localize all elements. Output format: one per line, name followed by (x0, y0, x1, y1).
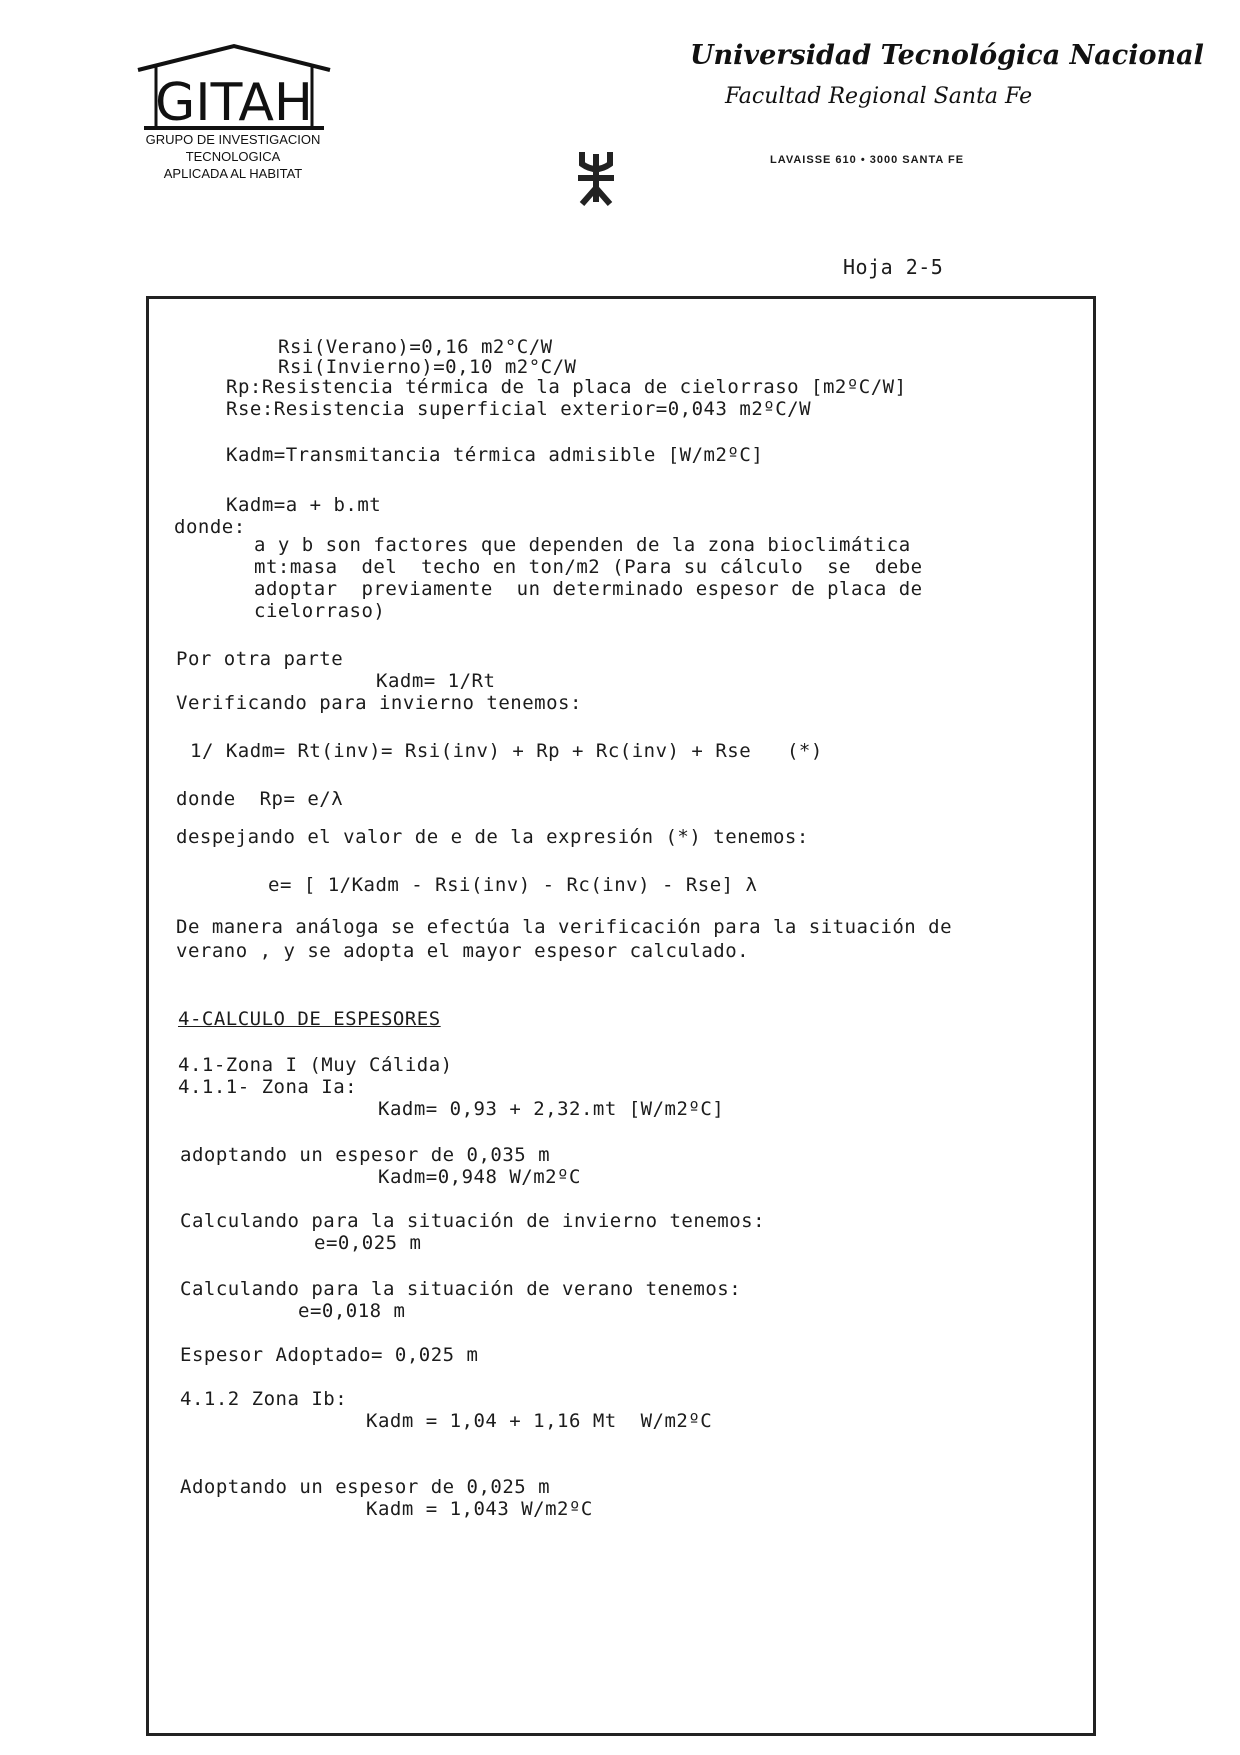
analoga-line-1: De manera análoga se efectúa la verificación para la situación de (176, 916, 953, 938)
ia-kadm-value: Kadm=0,948 W/m2ºC (378, 1166, 581, 1188)
rse-definition: Rse:Resistencia superficial exterior=0,043 m2ºC/W (226, 398, 812, 420)
address: LAVAISSE 610 • 3000 SANTA FE (770, 154, 965, 166)
rt-equation: 1/ Kadm= Rt(inv)= Rsi(inv) + Rp + Rc(inv) + Rse (*) (190, 740, 823, 762)
e-equation: e= [ 1/Kadm - Rsi(inv) - Rc(inv) - Rse] λ (268, 874, 758, 896)
rp-relation: donde Rp= e/λ (176, 788, 344, 810)
kadm-rt: Kadm= 1/Rt (376, 670, 496, 692)
ib-kadm-value: Kadm = 1,043 W/m2ºC (366, 1498, 593, 1520)
zona-ia-kadm: Kadm= 0,93 + 2,32.mt [W/m2ºC] (378, 1098, 725, 1120)
ib-adoptando: Adoptando un espesor de 0,025 m (180, 1476, 551, 1498)
page-label: Hoja 2-5 (843, 255, 944, 279)
ia-invierno: Calculando para la situación de invierno tenemos: (180, 1210, 766, 1232)
ia-adoptando: adoptando un espesor de 0,035 m (180, 1144, 551, 1166)
kadm-formula: Kadm=a + b.mt (226, 494, 382, 516)
university-title: Universidad Tecnológica Nacional (690, 40, 1204, 71)
kadm-definition: Kadm=Transmitancia térmica admisible [W/m2ºC] (226, 444, 764, 466)
ia-espesor-adoptado: Espesor Adoptado= 0,025 m (180, 1344, 479, 1366)
verificando-invierno: Verificando para invierno tenemos: (176, 692, 582, 714)
group-line-1: GRUPO DE INVESTIGACION (145, 132, 321, 147)
rsi-verano: Rsi(Verano)=0,16 m2°C/W (278, 336, 553, 358)
gitah-logo (134, 42, 334, 132)
faculty-title: Facultad Regional Santa Fe (725, 84, 1033, 109)
factors-line-3: adoptar previamente un determinado espesor de placa de (254, 578, 923, 600)
zona-ib-kadm: Kadm = 1,04 + 1,16 Mt W/m2ºC (366, 1410, 713, 1432)
section-heading: 4-CALCULO DE ESPESORES (178, 1008, 441, 1030)
por-otra-parte: Por otra parte (176, 648, 344, 670)
ia-verano: Calculando para la situación de verano tenemos: (180, 1278, 742, 1300)
ia-verano-e: e=0,018 m (298, 1300, 406, 1322)
zona-ib-heading: 4.1.2 Zona Ib: (180, 1388, 348, 1410)
donde-label: donde: (174, 516, 246, 538)
factors-line-4: cielorraso) (254, 600, 386, 622)
group-line-3: APLICADA AL HABITAT (163, 166, 303, 181)
analoga-line-2: verano , y se adopta el mayor espesor calculado. (176, 940, 750, 962)
zona-i-heading: 4.1-Zona I (Muy Cálida) (178, 1054, 453, 1076)
despejando: despejando el valor de e de la expresión (*) tenemos: (176, 826, 809, 848)
zona-ia-heading: 4.1.1- Zona Ia: (178, 1076, 358, 1098)
factors-line-1: a y b son factores que dependen de la zona bioclimática (254, 534, 911, 556)
rsi-invierno: Rsi(Invierno)=0,10 m2°C/W (278, 356, 577, 378)
rp-definition: Rp:Resistencia térmica de la placa de cielorraso [m2ºC/W] (226, 376, 907, 398)
gitah-logo-text: GITAH (154, 73, 314, 132)
utn-emblem-icon (574, 148, 618, 208)
ia-invierno-e: e=0,025 m (314, 1232, 422, 1254)
group-line-2: TECNOLOGICA (185, 149, 281, 164)
factors-line-2: mt:masa del techo en ton/m2 (Para su cálculo se debe (254, 556, 923, 578)
